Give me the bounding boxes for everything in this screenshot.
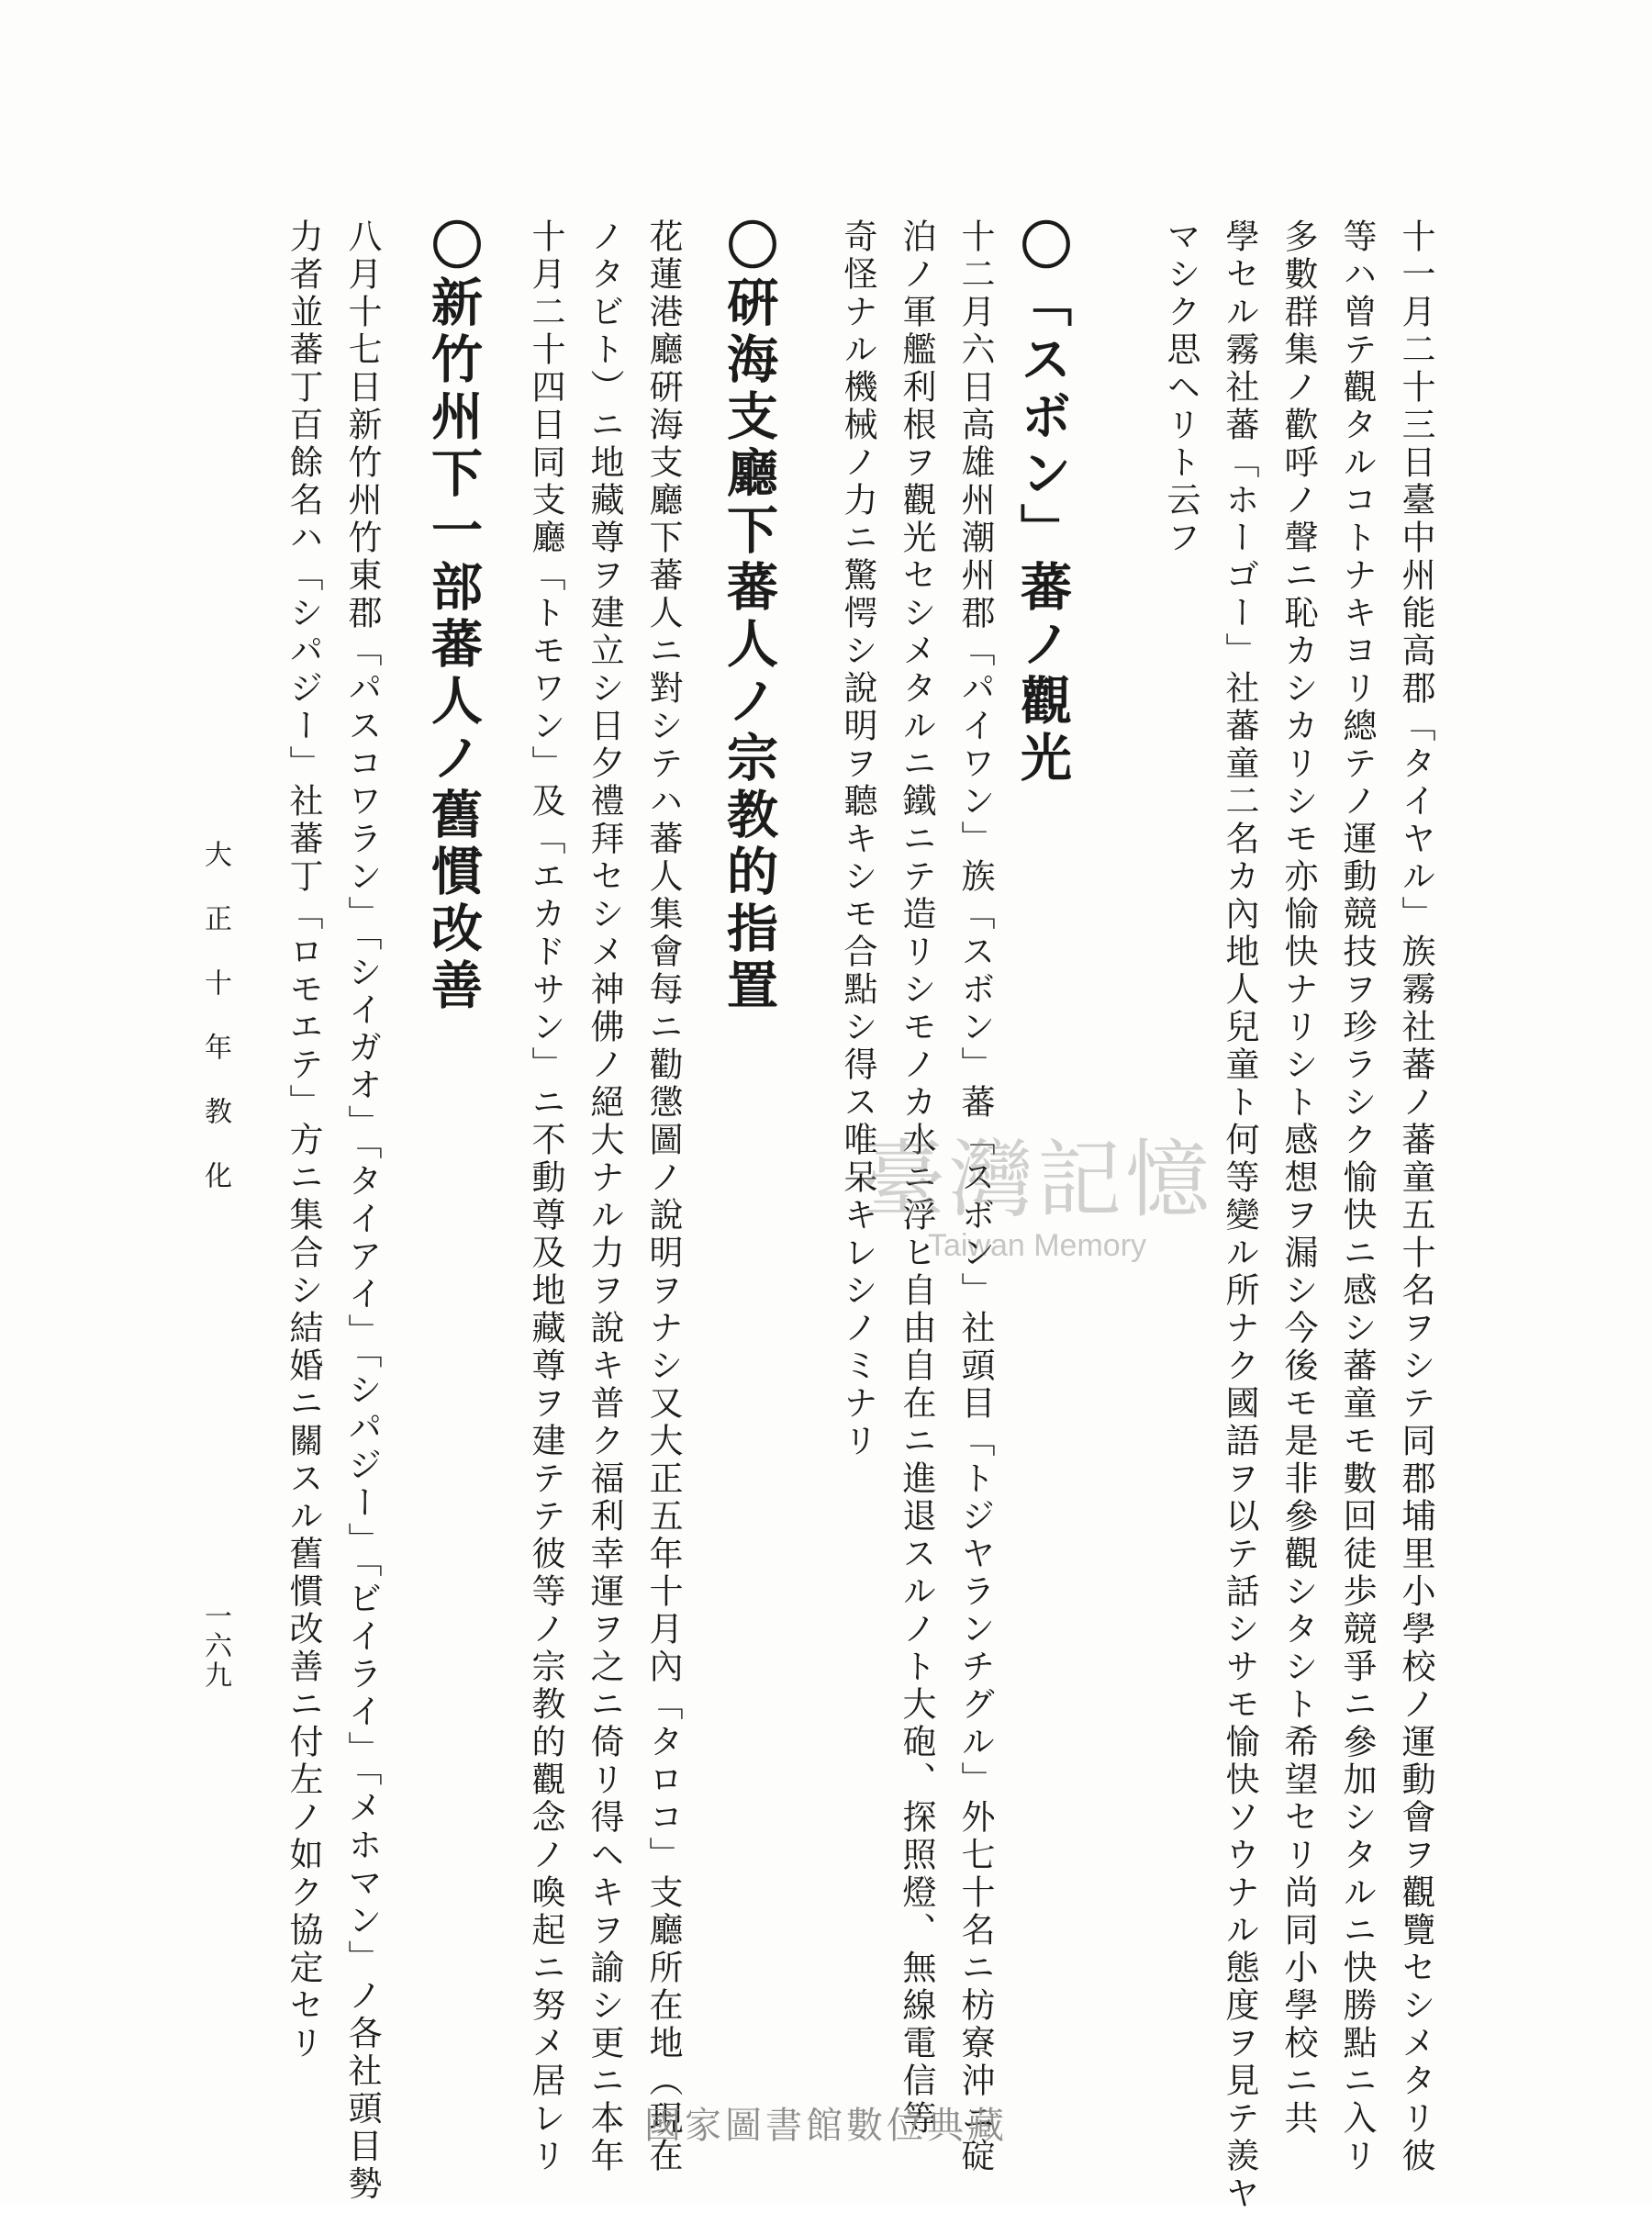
footer-credit: 國家圖書館數位典藏 (644, 2105, 1008, 2147)
text-column: 花蓮港廳硏海支廳下蕃人ニ對シテハ蕃人集會每ニ勸懲圖ノ說明ヲナシ又大正五年十月內「タロコ」支廳所在地（現在 (643, 218, 683, 2175)
text-column: 十月二十四日同支廳「トモワン」及「エカドサン」ニ不動尊及地藏尊ヲ建テテ彼等ノ宗教的觀念ノ喚起ニ努メ居レリ (526, 218, 565, 2175)
text-column: 學セル霧社蕃「ホーゴー」社蕃童二名カ內地人兒童ト何等變ル所ナク國語ヲ以テ話シサモ愉快ソウナル態度ヲ見テ羨ヤ (1220, 218, 1259, 2213)
text-column: 多數群集ノ歡呼ノ聲ニ恥カシカリシモ亦愉快ナリシト感想ヲ漏シ今後モ是非參觀シタシト希望セリ尚同小學校ニ共 (1278, 218, 1318, 2138)
text-column: 八月十七日新竹州竹東郡「パスコワラン」「シイガオ」「タイアイ」「シパジー」「ビイライ」「メホマン」ノ各社頭目勢 (342, 218, 382, 2204)
text-column: 十二月六日高雄州潮州郡「パイワン」族「スボン」蕃「スボン」社頭目「トジヤランチグル」外七十名ニ枋寮沖ニ碇 (955, 218, 995, 2175)
section-heading: 〇硏海支廳下蕃人ノ宗教的指置 (719, 218, 779, 1015)
running-header: 大正十年教化 (199, 840, 231, 1225)
section-heading: 〇新竹州下一部蕃人ノ舊慣改善 (423, 218, 484, 1015)
text-column: 奇怪ナル機械ノ力ニ驚愕シ說明ヲ聽キシモ合點シ得ス唯呆キレシノミナリ (838, 218, 877, 1460)
watermark-en: Taiwan Memory (927, 1228, 1147, 1263)
section-heading: 〇「スボン」蕃ノ觀光 (1012, 218, 1073, 788)
text-column: ノタビト）ニ地藏尊ヲ建立シ日夕禮拜セシメ神佛ノ絕大ナル力ヲ說キ普ク福利幸運ヲ之ニ倚リ得ヘキヲ諭シ更ニ本年 (585, 218, 624, 2175)
text-column: 等ハ曾テ觀タルコトナキヨリ總テノ運動競技ヲ珍ラシク愉快ニ感シ蕃童モ數回徒歩競爭ニ參加シタルニ快勝點ニ入リ (1337, 218, 1377, 2175)
text-column: 泊ノ軍艦利根ヲ觀光セシメタルニ鐵ニテ造リシモノカ水ニ浮ヒ自由自在ニ進退スルノト大砲、探照燈、無線電信等 (897, 218, 936, 2138)
page-number: 一六九 (199, 1602, 231, 1690)
text-column: 力者並蕃丁百餘名ハ「シパジー」社蕃丁「ロモエテ」方ニ集合シ結婚ニ關スル舊慣改善ニ付左ノ如ク協定セリ (284, 218, 323, 2062)
text-column: 十一月二十三日臺中州能高郡「タイヤル」族霧社蕃ノ蕃童五十名ヲシテ同郡埔里小學校ノ運動會ヲ觀覽セシメタリ彼 (1396, 218, 1435, 2175)
watermark-cn: 臺灣記憶 (860, 1131, 1213, 1229)
text-column: マシク思ヘリト云フ (1161, 218, 1200, 557)
